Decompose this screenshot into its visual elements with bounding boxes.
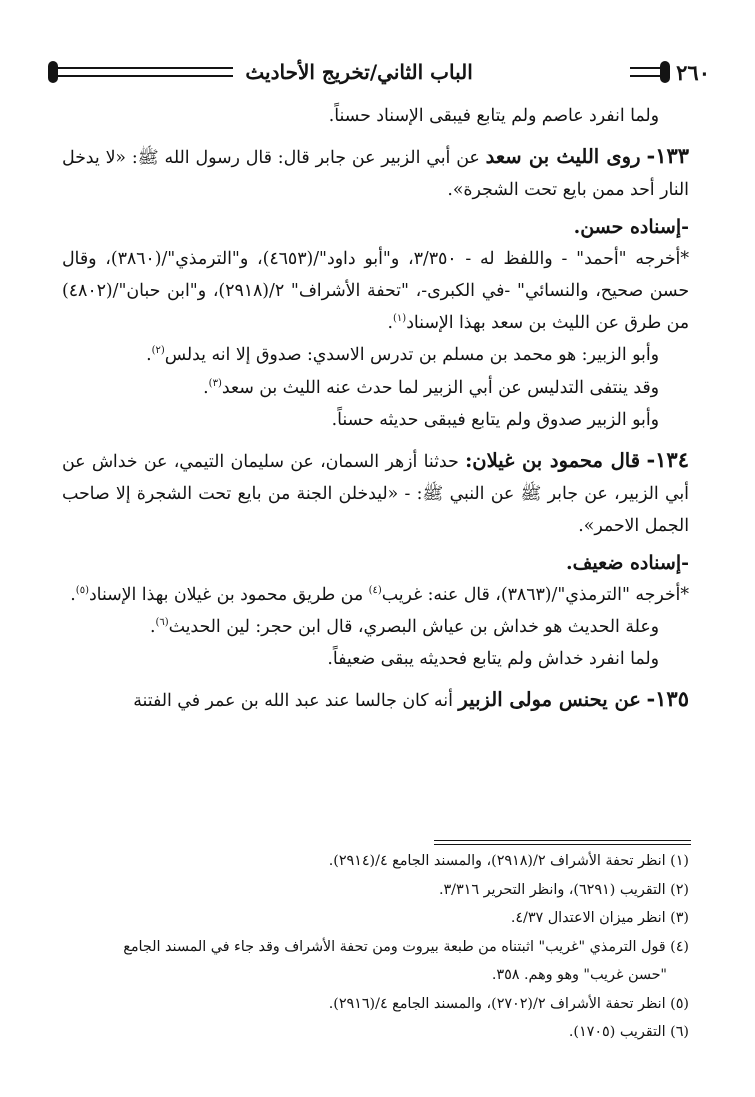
hadith-134 bbox=[62, 444, 689, 543]
footnote-2: (٢) التقريب (٦٢٩١)، وانظر التحرير ٣/٣١٦. bbox=[438, 881, 689, 898]
footnote-ref[interactable]: (١) bbox=[393, 313, 407, 325]
footnotes bbox=[64, 847, 689, 1047]
footnote-6: (٦) التقريب (١٧٠٥). bbox=[568, 1024, 689, 1040]
takhrij: *أخرجه "الترمذي"/(٣٨٦٣)، قال عنه: غريب$^{(٤)}$ من طريق محمود بن غيلان بهذا الإسناد$^{(٥)}$. bbox=[70, 584, 689, 605]
footnote-4: (٤) قول الترمذي "غريب" اثبتناه من طبعة بيروت ومن تحفة الأشراف وقد جاء في المسند الجامع bbox=[123, 938, 689, 955]
footnote-ref[interactable]: (٤) bbox=[368, 585, 382, 597]
header-ornament-right bbox=[485, 61, 670, 83]
header-ornament-left bbox=[48, 61, 233, 83]
footnote-5: (٥) انظر تحفة الأشراف ٢/(٢٧٠٢)، والمسند الجامع ٤/(٢٩١٦). bbox=[328, 995, 689, 1012]
hadith-narrator: قال محمود بن غيلان: bbox=[465, 449, 641, 473]
ornament-rule bbox=[630, 67, 660, 77]
takhrij: *أخرجه "أحمد" - واللفظ له - ٣/٣٥٠، و"أبو داود"/(٤٦٥٣)، و"الترمذي"/(٣٨٦٠)، وقال حسن صحيح، والنسائي" -في الكبرى-، "تحفة الأشراف" ٢/(٢٩١٨)، و"ابن حبان"/(٤٨٠٢) من طرق عن الليث بن سعد بهذا الإسناد$^{(١)}$. bbox=[62, 248, 690, 334]
chapter-title: الباب الثاني/تخريج الأحاديث bbox=[245, 60, 473, 84]
ornament-knob bbox=[48, 61, 58, 83]
hadith-135 bbox=[62, 683, 689, 717]
paragraph: وأبو الزبير: هو محمد بن مسلم بن تدرس الاسدي: صدوق إلا انه يدلس$^{(٢)}$. bbox=[146, 345, 659, 366]
main-text bbox=[62, 100, 689, 718]
paragraph: ولما انفرد عاصم ولم يتابع فيبقى الإسناد حسناً. bbox=[328, 106, 659, 126]
page-header bbox=[48, 54, 710, 90]
isnad-grade: -إسناده ضعيف. bbox=[566, 551, 689, 574]
hadith-number: ١٣٣- bbox=[646, 143, 690, 169]
footnote-1: (١) انظر تحفة الأشراف ٢/(٢٩١٨)، والمسند الجامع ٤/(٢٩١٤). bbox=[328, 853, 689, 869]
hadith-133 bbox=[62, 140, 689, 206]
paragraph: وعلة الحديث هو خداش بن عياش البصري، قال ابن حجر: لين الحديث$^{(٦)}$. bbox=[149, 617, 659, 638]
footnote-4-continued: "حسن غريب" وهو وهم. ٣٥٨. bbox=[491, 967, 667, 983]
footnote-ref[interactable]: (٣) bbox=[208, 377, 222, 389]
hadith-text: أنه كان جالسا عند عبد الله بن عمر في الفتنة bbox=[133, 691, 453, 712]
paragraph: وقد ينتفى التدليس عن أبي الزبير لما حدث عنه الليث بن سعد$^{(٣)}$. bbox=[203, 377, 659, 398]
isnad-grade: -إسناده حسن. bbox=[573, 215, 689, 238]
ornament-knob bbox=[660, 61, 670, 83]
footnote-ref[interactable]: (٢) bbox=[151, 345, 165, 357]
footnote-3: (٣) انظر ميزان الاعتدال ٤/٣٧. bbox=[510, 910, 689, 926]
hadith-narrator: عن يحنس مولى الزبير bbox=[458, 688, 641, 712]
hadith-number: ١٣٥- bbox=[646, 686, 689, 712]
hadith-text: حدثنا أزهر السمان، عن سليمان التيمي، عن خداش عن أبي الزبير، عن جابر ﷺ عن النبي ﷺ: - «ليدخلن الجنة من بايع تحت الشجرة إلا صاحب الجمل الاحمر». bbox=[62, 452, 689, 537]
hadith-narrator: روى الليث بن سعد bbox=[485, 145, 641, 169]
hadith-text: عن أبي الزبير عن جابر قال: قال رسول الله ﷺ: «لا يدخل النار أحد ممن بايع تحت الشجرة». bbox=[62, 148, 689, 201]
footnote-separator bbox=[434, 840, 691, 845]
page-number: ٢٦٠ bbox=[676, 59, 710, 85]
paragraph: وأبو الزبير صدوق ولم يتابع فيبقى حديثه حسناً. bbox=[331, 409, 659, 430]
hadith-number: ١٣٤- bbox=[646, 447, 689, 473]
paragraph: ولما انفرد خداش ولم يتابع فحديثه يبقى ضعيفاً. bbox=[327, 649, 659, 670]
footnote-ref[interactable]: (٥) bbox=[75, 585, 89, 597]
footnote-ref[interactable]: (٦) bbox=[155, 617, 169, 629]
ornament-rule bbox=[58, 67, 233, 77]
